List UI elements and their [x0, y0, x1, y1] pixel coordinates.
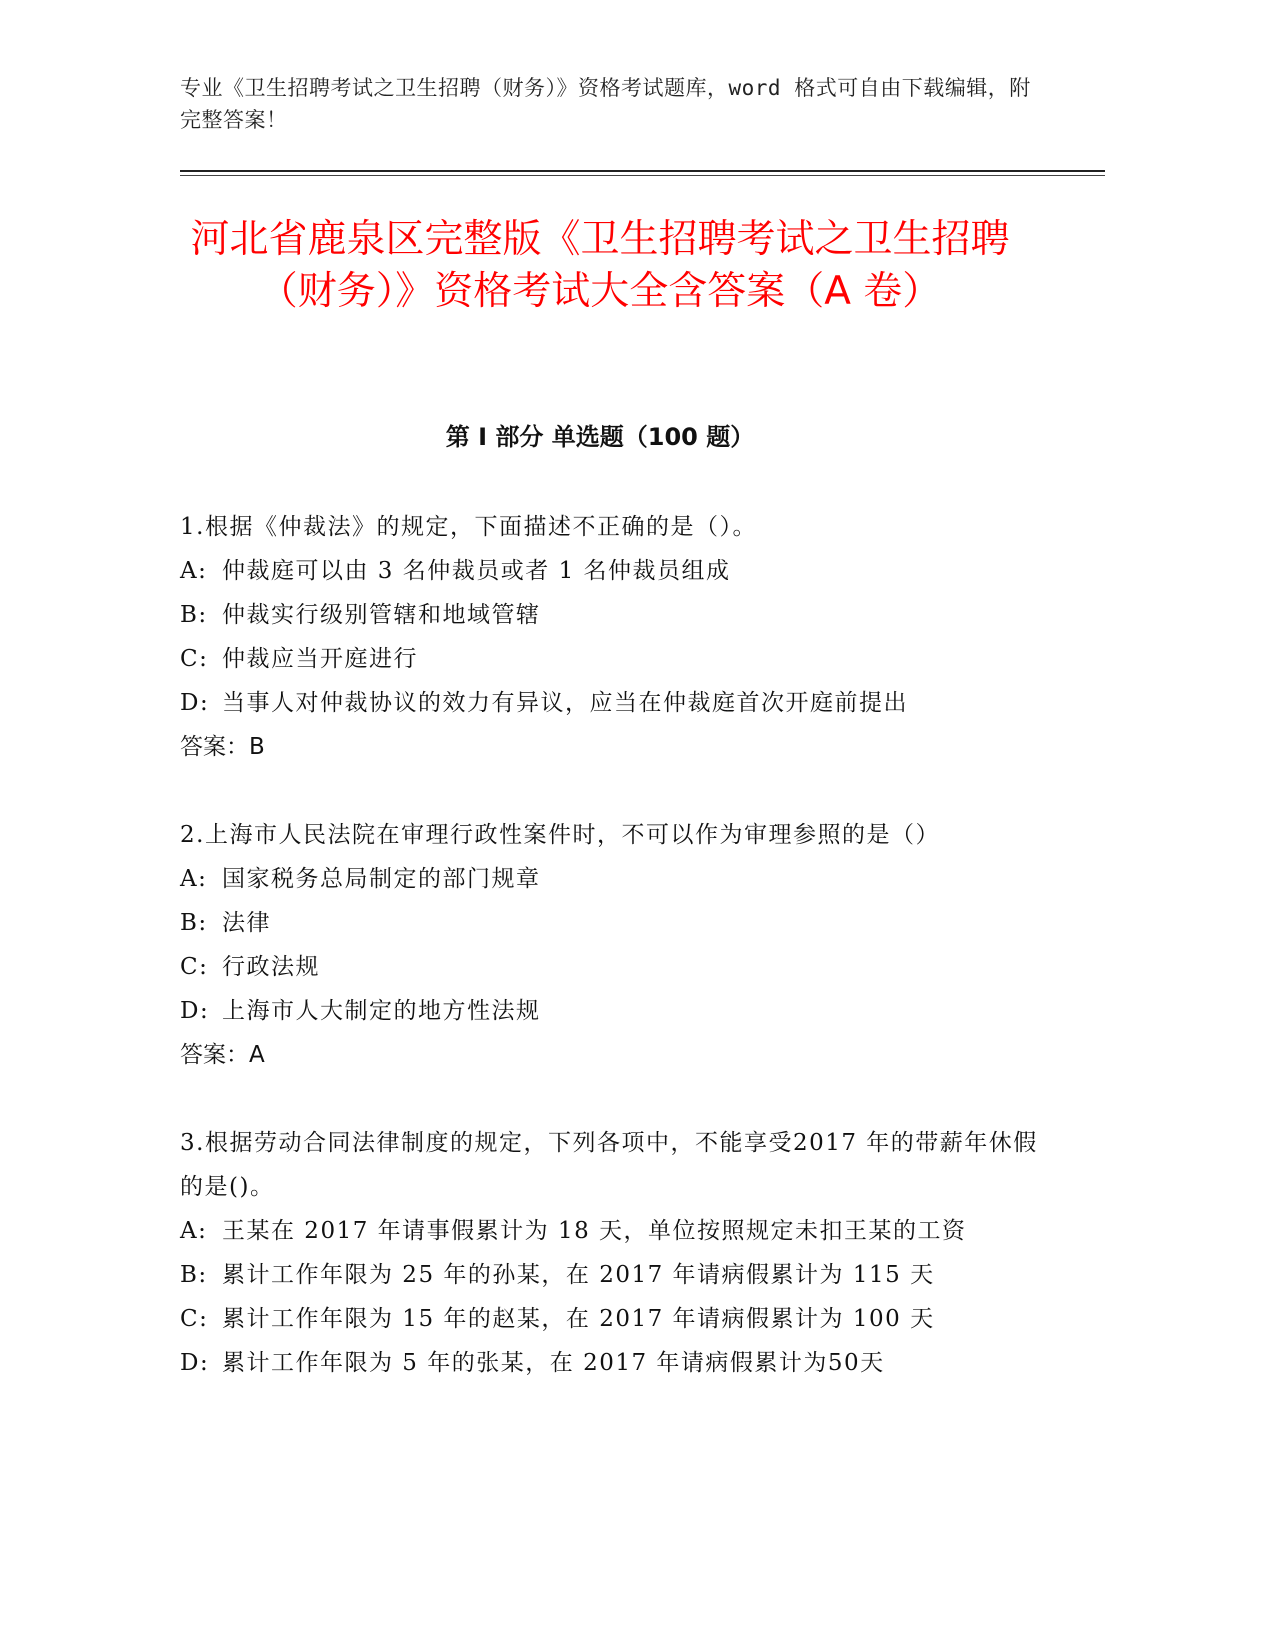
- option-text: 累计工作年限为 25 年的孙某，在 2017 年请病假累计为 115 天: [222, 1262, 935, 1288]
- option-letter: D:: [180, 690, 210, 716]
- option-text: 累计工作年限为 5 年的张某，在 2017 年请病假累计为50天: [222, 1350, 885, 1376]
- header-divider-thick: [180, 170, 1105, 172]
- option-a: [180, 549, 1040, 593]
- option-letter: D:: [180, 998, 210, 1024]
- option-b: [180, 901, 1040, 945]
- document-title: 河北省鹿泉区完整版《卫生招聘考试之卫生招聘（财务）》资格考试大全含答案（A 卷）: [190, 217, 1010, 314]
- option-a: [180, 857, 1040, 901]
- option-letter: A:: [180, 1218, 208, 1244]
- option-d: [180, 1341, 1040, 1385]
- option-c: [180, 637, 1040, 681]
- option-text: 仲裁庭可以由 3 名仲裁员或者 1 名仲裁员组成: [222, 558, 731, 584]
- section-heading: 第 I 部分 单选题（100 题）: [445, 423, 755, 451]
- option-text: 当事人对仲裁协议的效力有异议，应当在仲裁庭首次开庭前提出: [222, 690, 908, 716]
- option-letter: B:: [180, 910, 208, 936]
- question-stem: 2.上海市人民法院在审理行政性案件时，不可以作为审理参照的是（）: [180, 822, 940, 848]
- option-b: [180, 1253, 1040, 1297]
- option-a: [180, 1209, 1040, 1253]
- question-3: [180, 1121, 1040, 1385]
- option-text: 国家税务总局制定的部门规章: [222, 866, 541, 892]
- option-text: 王某在 2017 年请事假累计为 18 天，单位按照规定未扣王某的工资: [222, 1218, 967, 1244]
- option-letter: B:: [180, 1262, 208, 1288]
- option-c: [180, 945, 1040, 989]
- question-list: [180, 505, 1040, 1429]
- option-letter: A:: [180, 866, 208, 892]
- answer-value: A: [249, 1042, 265, 1068]
- answer-value: B: [249, 734, 265, 760]
- option-letter: B:: [180, 602, 208, 628]
- option-letter: A:: [180, 558, 208, 584]
- question-1: [180, 505, 1040, 769]
- question-stem: 3.根据劳动合同法律制度的规定，下列各项中，不能享受2017 年的带薪年休假的是()。: [180, 1130, 1038, 1200]
- header-divider-thin: [180, 175, 1105, 176]
- header-note: 专业《卫生招聘考试之卫生招聘（财务）》资格考试题库，word 格式可自由下载编辑，附完整答案！: [180, 76, 1031, 132]
- option-text: 法律: [222, 910, 271, 936]
- option-letter: C:: [180, 646, 209, 672]
- option-letter: C:: [180, 954, 209, 980]
- question-2: [180, 813, 1040, 1077]
- option-text: 仲裁应当开庭进行: [222, 646, 418, 672]
- option-text: 上海市人大制定的地方性法规: [222, 998, 541, 1024]
- option-letter: D:: [180, 1350, 210, 1376]
- option-text: 累计工作年限为 15 年的赵某，在 2017 年请病假累计为 100 天: [222, 1306, 935, 1332]
- option-d: [180, 681, 1040, 725]
- answer-label: 答案：: [180, 734, 249, 760]
- option-b: [180, 593, 1040, 637]
- option-text: 行政法规: [222, 954, 320, 980]
- answer-line: [180, 725, 1040, 769]
- option-c: [180, 1297, 1040, 1341]
- option-text: 仲裁实行级别管辖和地域管辖: [222, 602, 541, 628]
- question-stem: 1.根据《仲裁法》的规定，下面描述不正确的是（）。: [180, 514, 757, 540]
- answer-line: [180, 1033, 1040, 1077]
- option-d: [180, 989, 1040, 1033]
- option-letter: C:: [180, 1306, 209, 1332]
- answer-label: 答案：: [180, 1042, 249, 1068]
